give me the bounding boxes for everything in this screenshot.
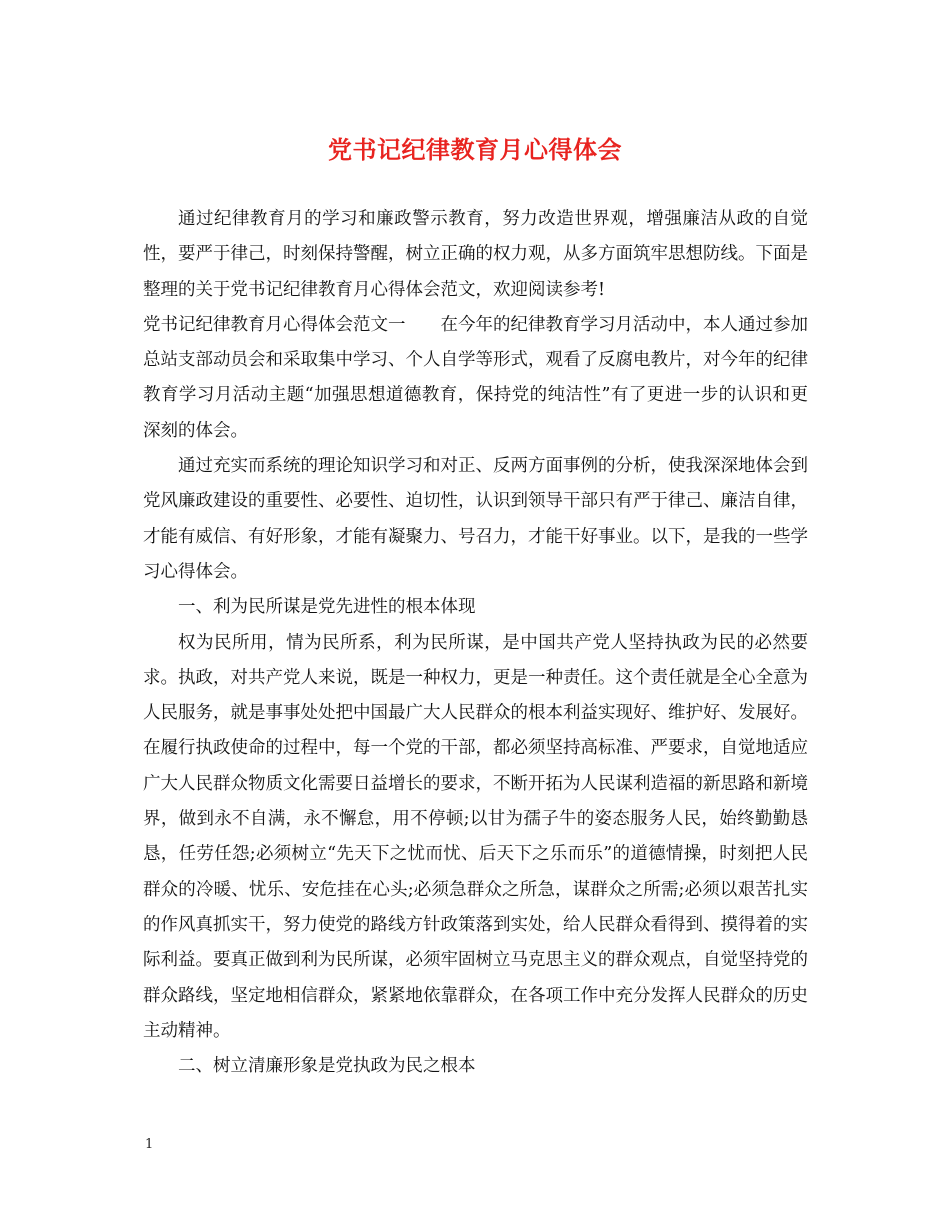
paragraph-study-reflection: 通过充实而系统的理论知识学习和对正、反两方面事例的分析，使我深深地体会到党风廉政建设的重要性、必要性、迫切性，认识到领导干部只有严于律己、廉洁自律，才能有威信、有好形象，才能有凝聚力、号召力，才能干好事业。以下，是我的一些学习心得体会。: [143, 456, 808, 582]
section-heading-one: 一、利为民所谋是党先进性的根本体现: [178, 597, 476, 618]
section-heading-two: 二、树立清廉形象是党执政为民之根本: [178, 1056, 476, 1077]
paragraph-section-one: 权为民所用，情为民所系，利为民所谋，是中国共产党人坚持执政为民的必然要求。执政，对共产党人来说，既是一种权力，更是一种责任。这个责任就是全心全意为人民服务，就是事事处处把中国最广大人民群众的根本利益实现好、维护好、发展好。在履行执政使命的过程中，每一个党的干部，都必须坚持高标准、严要求，自觉地适应广大人民群众物质文化需要日益增长的要求，不断开拓为人民谋利造福的新思路和新境界，做到永不自满，永不懈怠，用不停顿;以甘为孺子牛的姿态服务人民，始终勤勤恳恳，任劳任怨;必须树立“先天下之忧而忧、后天下之乐而乐”的道德情操，时刻把人民群众的冷暖、忧乐、安危挂在心头;必须急群众之所急，谋群众之所需;必须以艰苦扎实的作风真抓实干，努力使党的路线方针政策落到实处，给人民群众看得到、摸得着的实际利益。要真正做到利为民所谋，必须牢固树立马克思主义的群众观点，自觉坚持党的群众路线，坚定地相信群众，紧紧地依靠群众，在各项工作中充分发挥人民群众的历史主动精神。: [143, 632, 808, 1041]
page-number: 1: [145, 1137, 154, 1152]
paragraph-intro: 通过纪律教育月的学习和廉政警示教育，努力改造世界观，增强廉洁从政的自觉性，要严于律己，时刻保持警醒，树立正确的权力观，从多方面筑牢思想防线。下面是整理的关于党书记纪律教育月心得体会范文，欢迎阅读参考!: [143, 209, 808, 300]
document-title: 党书记纪律教育月心得体会: [328, 135, 622, 164]
paragraph-sample-one: 党书记纪律教育月心得体会范文一 在今年的纪律教育学习月活动中，本人通过参加总站支部动员会和采取集中学习、个人自学等形式，观看了反腐电教片，对今年的纪律教育学习月活动主题“加强思想道德教育，保持党的纯洁性”有了更进一步的认识和更深刻的体会。: [143, 314, 808, 441]
document-body: [143, 202, 808, 1084]
